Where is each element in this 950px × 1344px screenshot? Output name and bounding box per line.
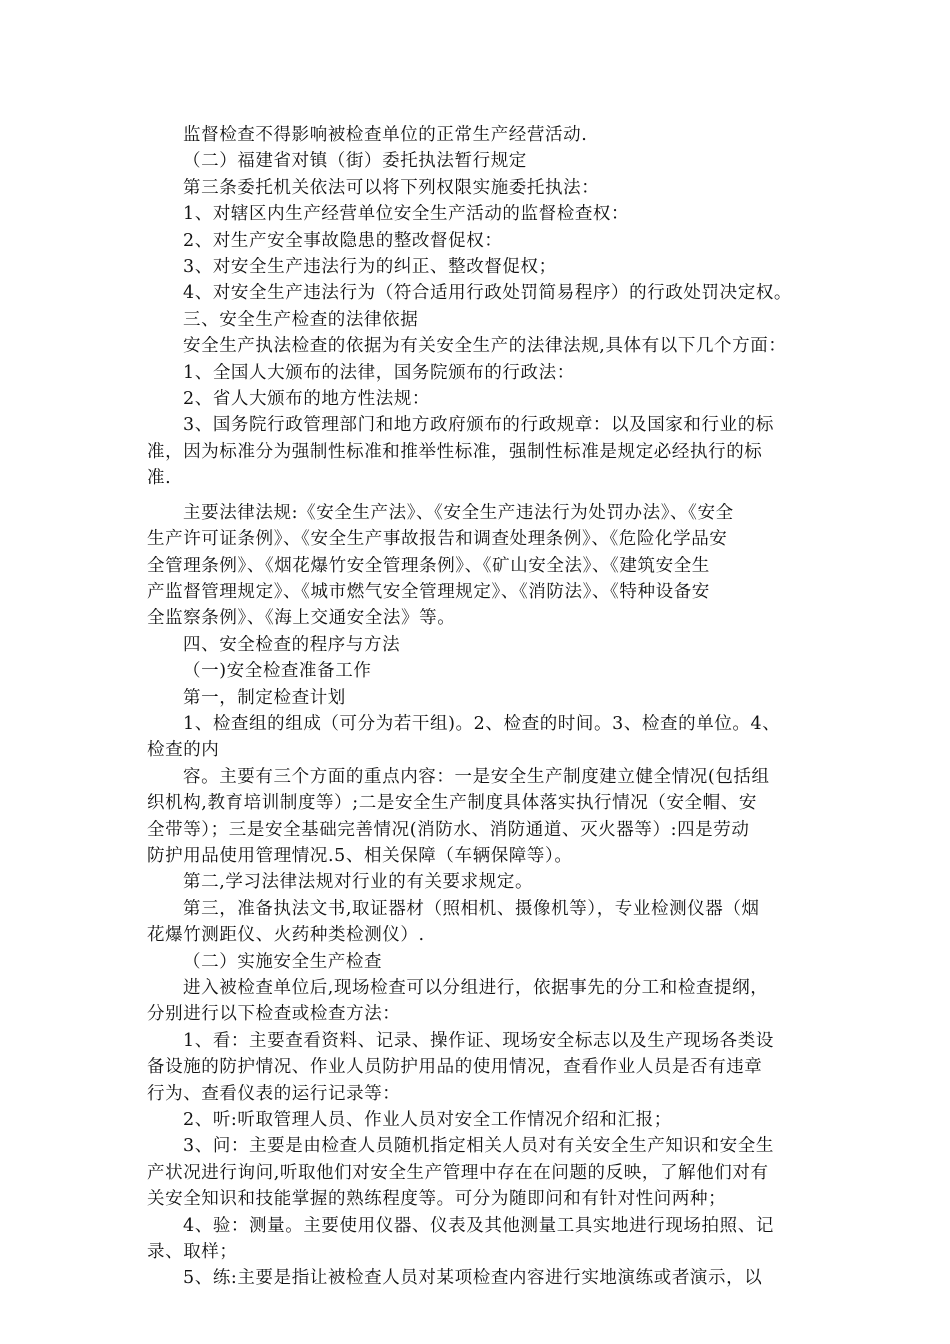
text-line: 1、全国人大颁布的法律，国务院颁布的行政法：: [183, 362, 575, 383]
paragraph: [147, 333, 812, 359]
text-line: 1、对辖区内生产经营单位安全生产活动的监督检查权：: [183, 204, 630, 225]
text-line: 安全生产执法检查的依据为有关安全生产的法律法规,具体有以下几个方面：: [183, 336, 787, 357]
text-line: 4、验：测量。主要使用仪器、仪表及其他测量工具实地进行现场拍照、记: [183, 1215, 774, 1236]
paragraph: [147, 412, 812, 491]
text-line: 产监督管理规定》、《城市燃气安全管理规定》、《消防法》、《特种设备安: [147, 581, 710, 602]
text-line: 准.: [147, 468, 172, 489]
text-line: 5、练:主要是指让被检查人员对某项检查内容进行实地演练或者演示，以: [183, 1268, 763, 1289]
paragraph: [147, 307, 812, 333]
text-line: 第三，准备执法文书,取证器材（照相机、摄像机等），专业检测仪器（烟: [183, 898, 760, 919]
text-line: 备设施的防护情况、作业人员防护用品的使用情况，查看作业人员是否有违章: [147, 1057, 763, 1078]
paragraph: [147, 975, 812, 1028]
paragraph: [147, 869, 812, 895]
text-line: 检查的内: [147, 740, 220, 761]
document-body: [147, 122, 812, 1292]
text-line: 第二,学习法律法规对行业的有关要求规定。: [183, 872, 534, 893]
text-line: 1、检查组的组成（可分为若干组)。2、检查的时间。3、检查的单位。4、: [183, 713, 781, 734]
paragraph: [147, 1265, 812, 1291]
paragraph: [147, 658, 812, 684]
paragraph: [147, 500, 812, 632]
text-line: 关安全知识和技能掌握的熟练程度等。可分为随即问和有针对性问两种；: [147, 1189, 727, 1210]
paragraph: [147, 1133, 812, 1212]
paragraph: [147, 122, 812, 148]
paragraph: [147, 949, 812, 975]
paragraph: [147, 632, 812, 658]
paragraph: [147, 148, 812, 174]
text-line: 织机构,教育培训制度等）;二是安全生产制度具体落实执行情况（安全帽、安: [147, 793, 757, 814]
text-line: 2、听:听取管理人员、作业人员对安全工作情况介绍和汇报；: [183, 1110, 672, 1131]
text-line: （一)安全检查准备工作: [183, 661, 372, 682]
text-line: 2、对生产安全事故隐患的整改督促权：: [183, 230, 503, 251]
text-line: 录、取样；: [147, 1242, 238, 1263]
text-line: 生产许可证条例》、《安全生产事故报告和调查处理条例》、《危险化学品安: [147, 529, 728, 550]
paragraph: [147, 254, 812, 280]
paragraph: [147, 896, 812, 949]
text-line: 准，因为标准分为强制性标准和推举性标准，强制性标准是规定必经执行的标: [147, 441, 763, 462]
text-line: 全带等）；三是安全基础完善情况(消防水、消防通道、灭火器等）:四是劳动: [147, 819, 750, 840]
text-line: 进入被检查单位后,现场检查可以分组进行，依据事先的分工和检查提纲，: [183, 978, 769, 998]
text-line: 2、省人大颁布的地方性法规：: [183, 389, 431, 410]
text-line: 三、安全生产检查的法律依据: [183, 309, 419, 330]
text-line: 1、看：主要查看资料、记录、操作证、现场安全标志以及生产现场各类设: [183, 1030, 774, 1051]
paragraph: [147, 201, 812, 227]
text-line: 主要法律法规:《安全生产法》、《安全生产违法行为处罚办法》、《安全: [183, 502, 734, 523]
text-line: 第一，制定检查计划: [183, 687, 346, 708]
paragraph: [147, 1213, 812, 1266]
text-line: 产状况进行询问,听取他们对安全生产管理中存在在问题的反映，了解他们对有: [147, 1162, 769, 1183]
text-line: 防护用品使用管理情况.5、相关保障（车辆保障等）。: [147, 845, 573, 866]
paragraph: [147, 386, 812, 412]
text-line: 3、对安全生产违法行为的纠正、整改督促权；: [183, 257, 557, 278]
text-line: 3、问：主要是由检查人员随机指定相关人员对有关安全生产知识和安全生: [183, 1136, 774, 1157]
paragraph: [147, 175, 812, 201]
paragraph: [147, 1028, 812, 1107]
paragraph: [147, 685, 812, 711]
text-line: 花爆竹测距仪、火药种类检测仪）.: [147, 925, 425, 946]
text-line: 4、对安全生产违法行为（符合适用行政处罚简易程序）的行政处罚决定权。: [183, 283, 793, 304]
paragraph: [147, 711, 812, 764]
paragraph: [147, 228, 812, 254]
paragraph: [147, 764, 812, 870]
text-line: 四、安全检查的程序与方法: [183, 634, 401, 655]
paragraph: [147, 1107, 812, 1133]
text-line: 容。主要有三个方面的重点内容：一是安全生产制度建立健全情况(包括组: [183, 766, 770, 787]
text-line: 3、国务院行政管理部门和地方政府颁布的行政规章：以及国家和行业的标: [183, 415, 774, 436]
text-line: （二）福建省对镇（街）委托执法暂行规定: [183, 151, 527, 172]
paragraph: [147, 360, 812, 386]
paragraph: [147, 280, 812, 306]
text-line: 全管理条例》、《烟花爆竹安全管理条例》、《矿山安全法》、《建筑安全生: [147, 555, 710, 576]
text-line: 行为、查看仪表的运行记录等：: [147, 1083, 401, 1104]
text-line: （二）实施安全生产检查: [183, 951, 383, 972]
text-line: 分别进行以下检查或检查方法：: [147, 1004, 401, 1025]
text-line: 第三条委托机关依法可以将下列权限实施委托执法：: [183, 177, 600, 198]
text-line: 全监察条例》、《海上交通安全法》等。: [147, 608, 456, 629]
text-line: 监督检查不得影响被检查单位的正常生产经营活动.: [183, 125, 588, 145]
